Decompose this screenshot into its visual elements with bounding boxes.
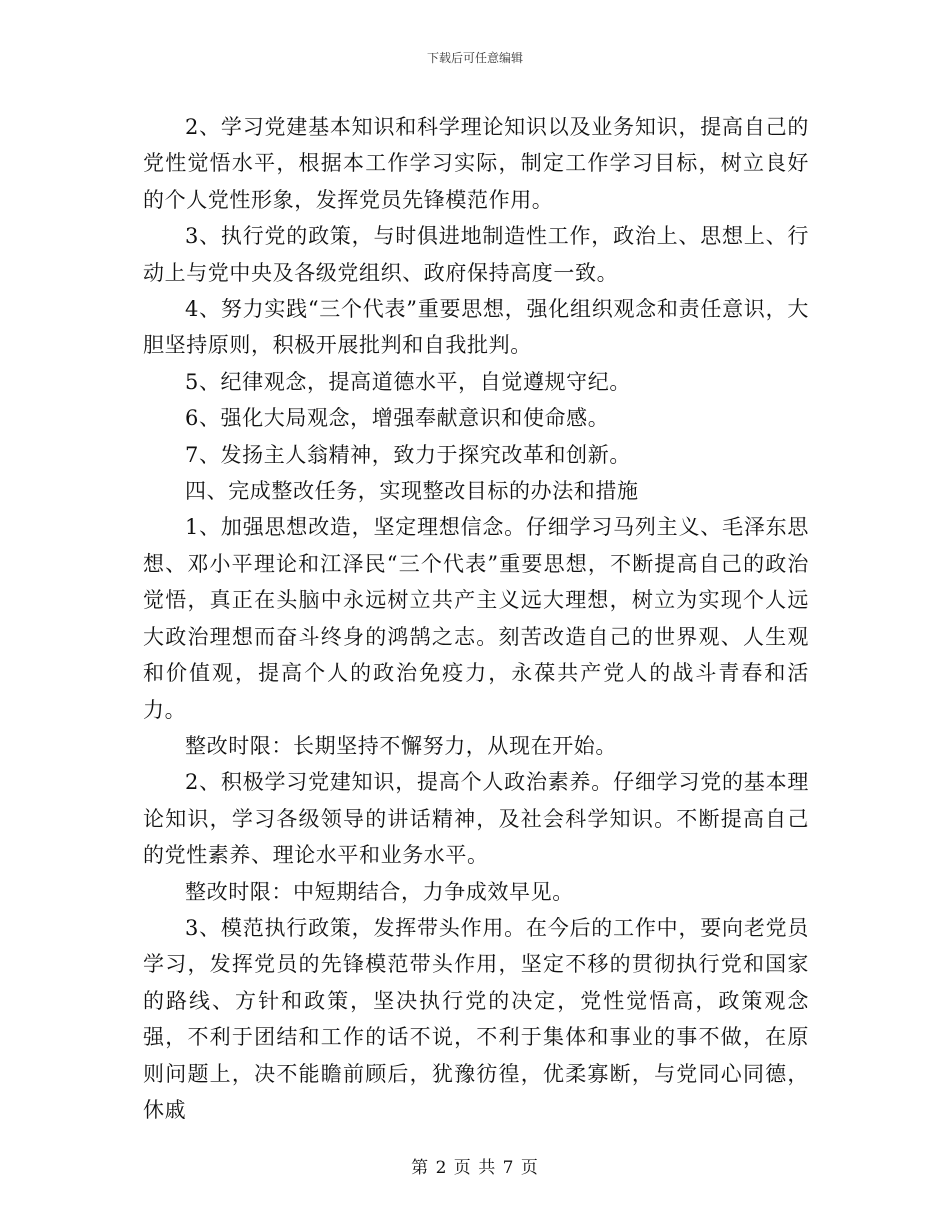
paragraph-deadline-2: 整改时限：中短期结合，力争成效早见。 — [185, 879, 574, 904]
paragraph-ownership-spirit: 7、发扬主人翁精神，致力于探究改革和创新。 — [185, 442, 631, 467]
paragraph-three-represents: 4、努力实践“三个代表”重要思想，强化组织观念和责任意识，大胆坚持原则，积极开展批判和自我批判。 — [143, 297, 809, 358]
paragraph-ideology: 1、加强思想改造，坚定理想信念。仔细学习马列主义、毛泽东思想、邓小平理论和江泽民“三个代表”重要思想，不断提高自己的政治觉悟，真正在头脑中永远树立共产主义远大理想，树立为实现个人远大政治理想而奋斗终身的鸿鹄之志。刻苦改造自己的世界观、人生观和价值观，提高个人的政治免疫力，永葆共产党人的战斗青春和活力。 — [143, 515, 809, 722]
paragraph-policy: 3、执行党的政策，与时俱进地制造性工作，政治上、思想上、行动上与党中央及各级党组织、政府保持高度一致。 — [143, 224, 809, 285]
section-heading: 四、完成整改任务，实现整改目标的办法和措施 — [185, 479, 639, 504]
paragraph-study-knowledge: 2、学习党建基本知识和科学理论知识以及业务知识，提高自己的党性觉悟水平，根据本工作学习实际，制定工作学习目标，树立良好的个人党性形象，发挥党员先锋模范作用。 — [143, 115, 809, 212]
paragraph-overall-view: 6、强化大局观念，增强奉献意识和使命感。 — [185, 406, 610, 431]
paragraph-exemplary-policy: 3、模范执行政策，发挥带头作用。在今后的工作中，要向老党员学习，发挥党员的先锋模范带头作用，坚定不移的贯彻执行党和国家的路线、方针和政策，坚决执行党的决定，党性觉悟高，政策观念强，不利于团结和工作的话不说，不利于集体和事业的事不做，在原则问题上，决不能瞻前顾后，犹豫彷徨，优柔寡断，与党同心同德，休戚 — [143, 915, 809, 1122]
paragraph-party-knowledge: 2、积极学习党建知识，提高个人政治素养。仔细学习党的基本理论知识，学习各级领导的讲话精神，及社会科学知识。不断提高自己的党性素养、理论水平和业务水平。 — [143, 770, 809, 868]
page-header: 下载后可任意编辑 — [426, 51, 523, 65]
page-footer: 第 2 页 共 7 页 — [411, 1158, 539, 1178]
paragraph-deadline-1: 整改时限：长期坚持不懈努力，从现在开始。 — [185, 733, 617, 758]
document-body — [143, 109, 809, 1128]
paragraph-discipline: 5、纪律观念，提高道德水平，自觉遵规守纪。 — [185, 369, 631, 394]
